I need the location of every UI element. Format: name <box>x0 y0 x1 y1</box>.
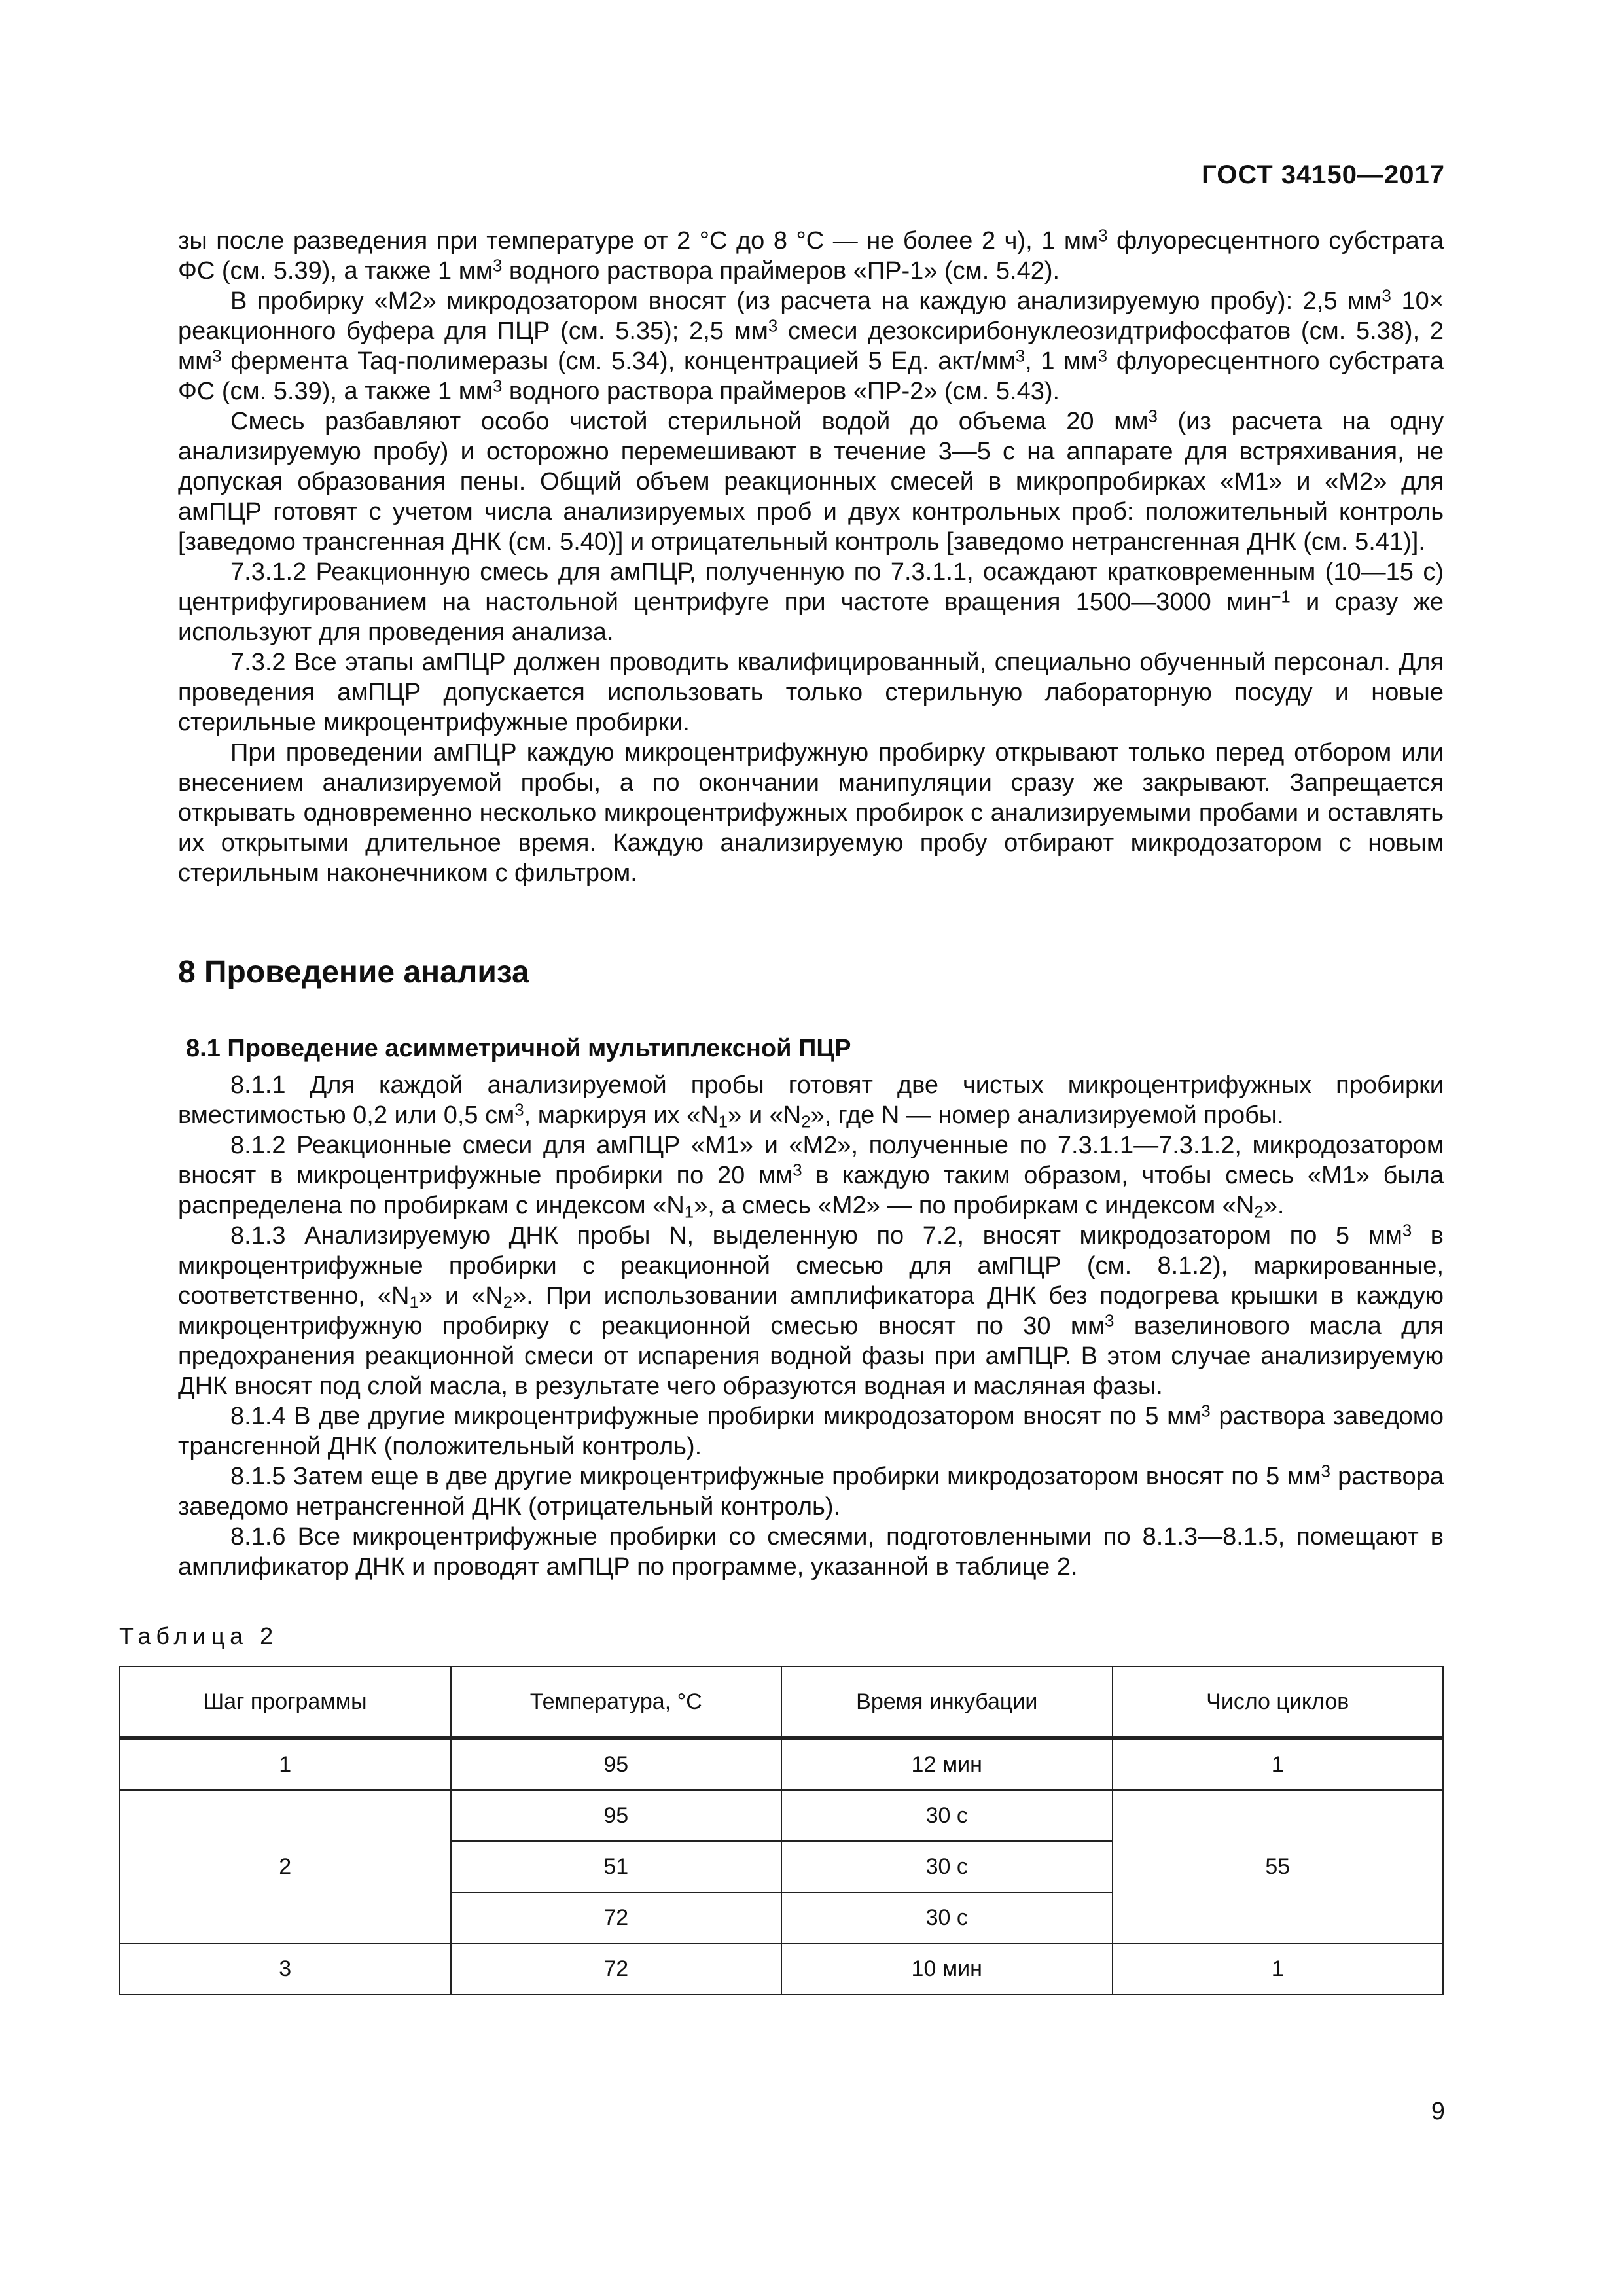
table-cell: 1 <box>120 1738 451 1791</box>
superscript: 3 <box>1097 347 1107 366</box>
table-cell: 72 <box>451 1943 782 1994</box>
table-caption: Таблица 2 <box>119 1623 279 1649</box>
superscript: 3 <box>1105 1312 1115 1331</box>
table-cell: 51 <box>451 1841 782 1892</box>
paragraph: 8.1.6 Все микроцентрифужные пробирки со смесями, подготовленными по 8.1.3—8.1.5, помещают в амплификатор ДНК и проводят амПЦР по программе, указанной в таблице 2. <box>178 1523 1444 1581</box>
superscript: 3 <box>493 257 503 276</box>
subscript: 2 <box>503 1293 513 1312</box>
table-header-row <box>120 1666 1443 1738</box>
superscript: 3 <box>1098 226 1108 245</box>
paragraph: 8.1.2 Реакционные смеси для амПЦР «М1» и «М2», полученные по 7.3.1.1—7.3.1.2, микродозатором вносят в микроцентрифужные пробирки по 20 $мм^3$ в каждую таким образом, чтобы смесь «М1» была распределена по пробиркам с индексом «$N_1$», а смесь «М2» — по пробиркам с индексом «$N_2$». <box>178 1132 1444 1222</box>
paragraph: 8.1.1 Для каждой анализируемой пробы готовят две чистых микроцентрифужных пробирки вместимостью 0,2 или 0,5 $см^3$, маркируя их «$N_1$» и «$N_2$», где N — номер анализируемой пробы. <box>178 1071 1444 1132</box>
program-table <box>119 1666 1444 1995</box>
subsection-title: 8.1 Проведение асимметричной мультиплексной ПЦР <box>186 1035 851 1062</box>
paragraph: 8.1.3 Анализируемую ДНК пробы N, выделенную по 7.2, вносят микродозатором по 5 $мм^3$ в микроцентрифужные пробирки с реакционной смесью для амПЦР (см. 8.1.2), маркированные, соответственно, «$N_1$» и «$N_2$». При использовании амплификатора ДНК без подогрева крышки в каждую микроцентрифужную пробирку с реакционной смесью вносят по 30 $мм^3$ вазелинового масла для предохранения реакционной смеси от испарения водной фазы при амПЦР. В этом случае анализируемую ДНК вносят под слой масла, в результате чего образуются водная и масляная фазы. <box>178 1221 1444 1400</box>
superscript: 3 <box>493 377 503 396</box>
table-cell: 55 <box>1113 1790 1444 1943</box>
subscript: 2 <box>801 1113 811 1132</box>
column-header: Время инкубации <box>781 1666 1113 1738</box>
paragraph: 7.3.2 Все этапы амПЦР должен проводить квалифицированный, специально обученный персонал. Для проведения амПЦР допускается использовать только стерильную лабораторную посуду и новые стерильные микроцентрифужные пробирки. <box>178 649 1444 736</box>
table-cell: 12 мин <box>781 1738 1113 1791</box>
document-body <box>119 226 1444 1995</box>
table-cell: 10 мин <box>781 1943 1113 1994</box>
superscript: 3 <box>212 347 222 366</box>
superscript: −1 <box>1271 588 1291 607</box>
superscript: 3 <box>1402 1221 1412 1240</box>
subscript: 1 <box>409 1293 419 1312</box>
table-row <box>120 1738 1443 1791</box>
superscript: 3 <box>1148 407 1158 426</box>
superscript: 3 <box>514 1101 524 1120</box>
intro-paragraphs <box>178 226 1444 888</box>
subscript: 1 <box>718 1113 728 1132</box>
table-cell: 2 <box>120 1790 451 1943</box>
paragraph: Смесь разбавляют особо чистой стерильной водой до объема 20 $мм^3$ (из расчета на одну анализируемую пробу) и осторожно перемешивают в течение 3—5 с на аппарате для встряхивания, не допуская образования пены. Общий объем реакционных смесей в микропробирках «М1» и «М2» для амПЦР готовят с учетом числа анализируемых проб и двух контрольных проб: положительный контроль [заведомо трансгенная ДНК (см. 5.40)] и отрицательный контроль [заведомо нетрансгенная ДНК (см. 5.41)]. <box>178 407 1444 556</box>
table-cell: 1 <box>1113 1738 1444 1791</box>
superscript: 3 <box>1201 1402 1211 1421</box>
subscript: 2 <box>1254 1203 1264 1222</box>
table-cell: 3 <box>120 1943 451 1994</box>
table-row <box>120 1790 1443 1841</box>
subscript: 1 <box>684 1203 694 1222</box>
paragraph: При проведении амПЦР каждую микроцентрифужную пробирку открывают только перед отбором или внесением анализируемой пробы, а по окончании манипуляции сразу же закрывают. Запрещается открывать одновременно несколько микроцентрифужных пробирок с анализируемыми пробами и оставлять их открытыми длительное время. Каждую анализируемую пробу отбирают микродозатором с новым стерильным наконечником с фильтром. <box>178 739 1444 887</box>
paragraph: 7.3.1.2 Реакционную смесь для амПЦР, полученную по 7.3.1.1, осаждают кратковременным (10—15 с) центрифугированием на настольной центрифуге при частоте вращения 1500—3000 мин$^{-1}$ и сразу же используют для проведения анализа. <box>178 558 1444 646</box>
superscript: 3 <box>1321 1462 1330 1481</box>
table-cell: 30 с <box>781 1841 1113 1892</box>
table-cell: 30 с <box>781 1790 1113 1841</box>
table-cell: 72 <box>451 1892 782 1943</box>
table-cell: 1 <box>1113 1943 1444 1994</box>
superscript: 3 <box>1015 347 1026 366</box>
paragraph: 8.1.5 Затем еще в две другие микроцентрифужные пробирки микродозатором вносят по 5 $мм^3$ раствора заведомо нетрансгенной ДНК (отрицательный контроль). <box>178 1462 1444 1520</box>
paragraph: зы после разведения при температуре от 2 °C до 8 °C — не более 2 ч), 1 $мм^3$ флуоресцентного субстрата ФС (см. 5.39), а также 1 $мм^3$ водного раствора праймеров «ПР-1» (см. 5.42). <box>178 226 1444 285</box>
paragraph: В пробирку «М2» микродозатором вносят (из расчета на каждую анализируемую пробу): 2,5 $мм^3$ 10× реакционного буфера для ПЦР (см. 5.35); 2,5 $мм^3$ смеси дезоксирибонуклеозидтрифосфатов (см. 5.38), 2 $мм^3$ фермента Taq-полимеразы (см. 5.34), концентрацией 5 Ед. акт/$мм^3$, 1 $мм^3$ флуоресцентного субстрата ФС (см. 5.39), а также 1 $мм^3$ водного раствора праймеров «ПР-2» (см. 5.43). <box>178 287 1444 405</box>
section-8-1-paragraphs <box>178 1070 1444 1582</box>
table-cell: 95 <box>451 1738 782 1791</box>
paragraph: 8.1.4 В две другие микроцентрифужные пробирки микродозатором вносят по 5 $мм^3$ раствора заведомо трансгенной ДНК (положительный контроль). <box>178 1402 1444 1460</box>
section-title: 8 Проведение анализа <box>178 955 529 990</box>
column-header: Температура, °C <box>451 1666 782 1738</box>
page-number: 9 <box>1431 2098 1445 2125</box>
superscript: 3 <box>1382 287 1391 306</box>
superscript: 3 <box>768 317 778 336</box>
table-cell: 30 с <box>781 1892 1113 1943</box>
table-cell: 95 <box>451 1790 782 1841</box>
table-row <box>120 1943 1443 1994</box>
column-header: Шаг программы <box>120 1666 451 1738</box>
superscript: 3 <box>793 1161 802 1180</box>
column-header: Число циклов <box>1113 1666 1444 1738</box>
document-header: ГОСТ 34150—2017 <box>1202 160 1445 189</box>
